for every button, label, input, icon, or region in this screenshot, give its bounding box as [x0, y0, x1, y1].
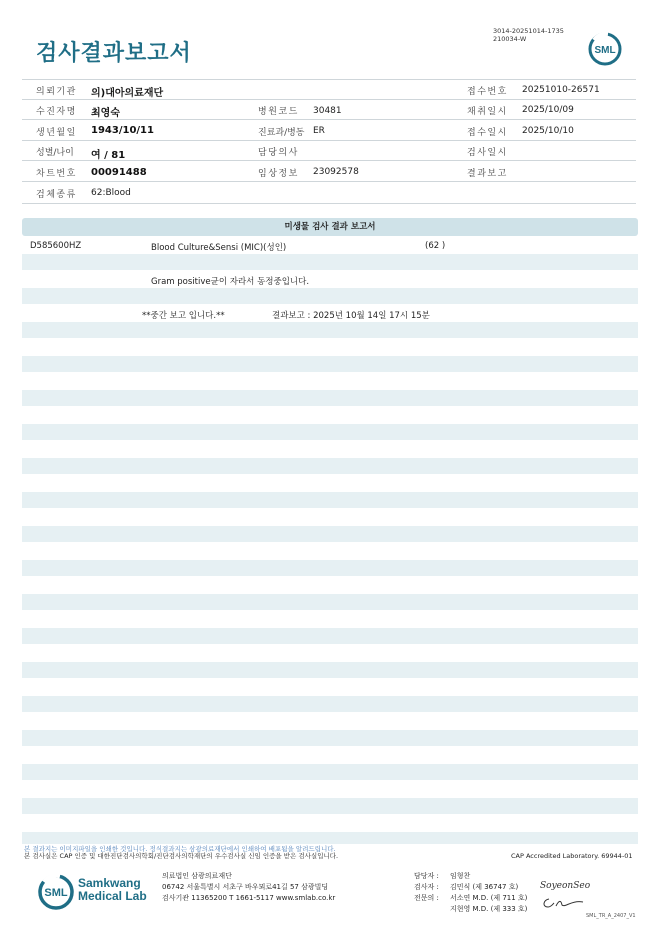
interim-note: **중간 보고 입니다.** — [142, 311, 225, 321]
receipt-date-label: 접수일시 — [467, 128, 508, 138]
tester-value: 김민식 (제 36747 호) — [450, 883, 519, 891]
divider — [22, 119, 636, 120]
form-version: SML_TR_A_2407_V1 — [586, 913, 636, 919]
result-message: Gram positive균이 자라서 동정중입니다. — [151, 277, 310, 287]
row-stripe — [22, 322, 638, 338]
footer-logo-text: SML — [44, 887, 68, 899]
cap-accreditation: CAP Accredited Laboratory. 69944-01 — [511, 852, 633, 860]
name-value: 최영숙 — [91, 108, 120, 119]
divider — [22, 79, 636, 80]
sml-logo-text: SML — [594, 45, 616, 56]
collection-date-label: 채취일시 — [467, 107, 508, 117]
row-stripe — [22, 662, 638, 678]
specialist-1: 서소연 M.D. (제 711 호) — [450, 894, 528, 902]
clinical-info-label: 임상정보 — [258, 169, 299, 179]
hospital-code-label: 병원코드 — [258, 107, 299, 117]
company-name-line2: Medical Lab — [78, 889, 147, 903]
divider — [22, 203, 636, 204]
row-stripe — [22, 356, 638, 372]
birth-label: 생년월일 — [36, 128, 77, 138]
row-stripe — [22, 458, 638, 474]
document-id-line1: 3014-20251014-1735 — [493, 27, 564, 35]
dept-value: ER — [313, 126, 325, 136]
row-stripe — [22, 560, 638, 576]
row-stripe — [22, 594, 638, 610]
name-label: 수진자명 — [36, 107, 77, 117]
row-stripe — [22, 832, 638, 844]
document-id — [493, 27, 564, 43]
row-stripe — [22, 424, 638, 440]
specialist-label: 전문의 : — [414, 894, 439, 902]
receipt-no-label: 접수번호 — [467, 87, 508, 97]
org-address: 06742 서울특별시 서초구 바우뫼로41길 57 삼광빌딩 — [162, 883, 329, 891]
results-section-title: 미생물 검사 결과 보고서 — [284, 222, 376, 232]
divider — [22, 181, 636, 182]
receipt-date-value: 2025/10/10 — [522, 126, 574, 136]
org-contact: 검사기관 11365200 T 1661-5117 www.smlab.co.kr — [162, 894, 336, 902]
specimen-label: 검체종류 — [36, 190, 77, 200]
specimen-code: (62 ) — [425, 241, 446, 251]
report-time: 결과보고 : 2025년 10월 14일 17시 15분 — [272, 311, 430, 321]
row-stripe — [22, 696, 638, 712]
row-stripe — [22, 730, 638, 746]
test-name: Blood Culture&Sensi (MIC)(성인) — [151, 243, 287, 253]
chart-no-value: 00091488 — [91, 167, 147, 178]
company-name-line1: Samkwang — [78, 876, 141, 890]
tester-label: 검사자 : — [414, 883, 439, 891]
collection-date-value: 2025/10/09 — [522, 105, 574, 115]
row-stripe — [22, 526, 638, 542]
signature-soyeonseo: SoyeonSeo — [540, 881, 591, 891]
org-info — [162, 871, 335, 904]
specimen-value: 62:Blood — [91, 188, 131, 198]
birth-value: 1943/10/11 — [91, 125, 154, 136]
test-code: D585600HZ — [30, 241, 82, 251]
sex-age-value: 여 / 81 — [91, 150, 126, 161]
hospital-code-value: 30481 — [313, 106, 342, 116]
institution-label: 의뢰기관 — [36, 87, 77, 97]
sml-logo-icon — [588, 32, 622, 66]
report-label: 결과보고 — [467, 169, 508, 179]
institution-value: 의)대아의료재단 — [91, 88, 164, 99]
divider — [22, 140, 636, 141]
row-stripe — [22, 390, 638, 406]
specialist-2: 지현영 M.D. (제 333 호) — [450, 905, 528, 913]
row-stripe — [22, 492, 638, 508]
manager-value: 임형찬 — [450, 872, 471, 880]
row-stripe — [22, 764, 638, 780]
dept-label: 진료과/병동 — [258, 128, 305, 138]
footer-certification: 본 검사실은 CAP 인증 및 대한진단검사의학회/진단검사의학재단의 우수검사실 신임 인증을 받은 검사실입니다. — [24, 852, 339, 860]
footer-print-notice: 본 결과지는 이미지파일을 인쇄한 것입니다. 정식결과지는 삼광의료재단에서 인쇄하여 배포됨을 알려드립니다. — [24, 845, 336, 853]
exam-date-label: 검사일시 — [467, 148, 508, 158]
manager-label: 담당자 : — [414, 872, 439, 880]
row-stripe — [22, 628, 638, 644]
doctor-label: 담당의사 — [258, 148, 299, 158]
results-section-header — [22, 218, 638, 236]
org-name: 의료법인 삼광의료재단 — [162, 872, 232, 880]
clinical-info-value: 23092578 — [313, 167, 359, 177]
sex-age-label: 성별/나이 — [36, 148, 74, 158]
row-stripe — [22, 288, 638, 304]
row-stripe — [22, 254, 638, 270]
sml-footer-logo-icon — [37, 873, 75, 911]
company-name — [78, 877, 147, 903]
document-id-line2: 210034-W — [493, 35, 527, 43]
divider — [22, 99, 636, 100]
page-title: 검사결과보고서 — [36, 41, 192, 66]
chart-no-label: 차트번호 — [36, 169, 77, 179]
row-stripe — [22, 798, 638, 814]
receipt-no-value: 20251010-26571 — [522, 85, 600, 95]
signature-scribble-icon — [541, 896, 585, 910]
